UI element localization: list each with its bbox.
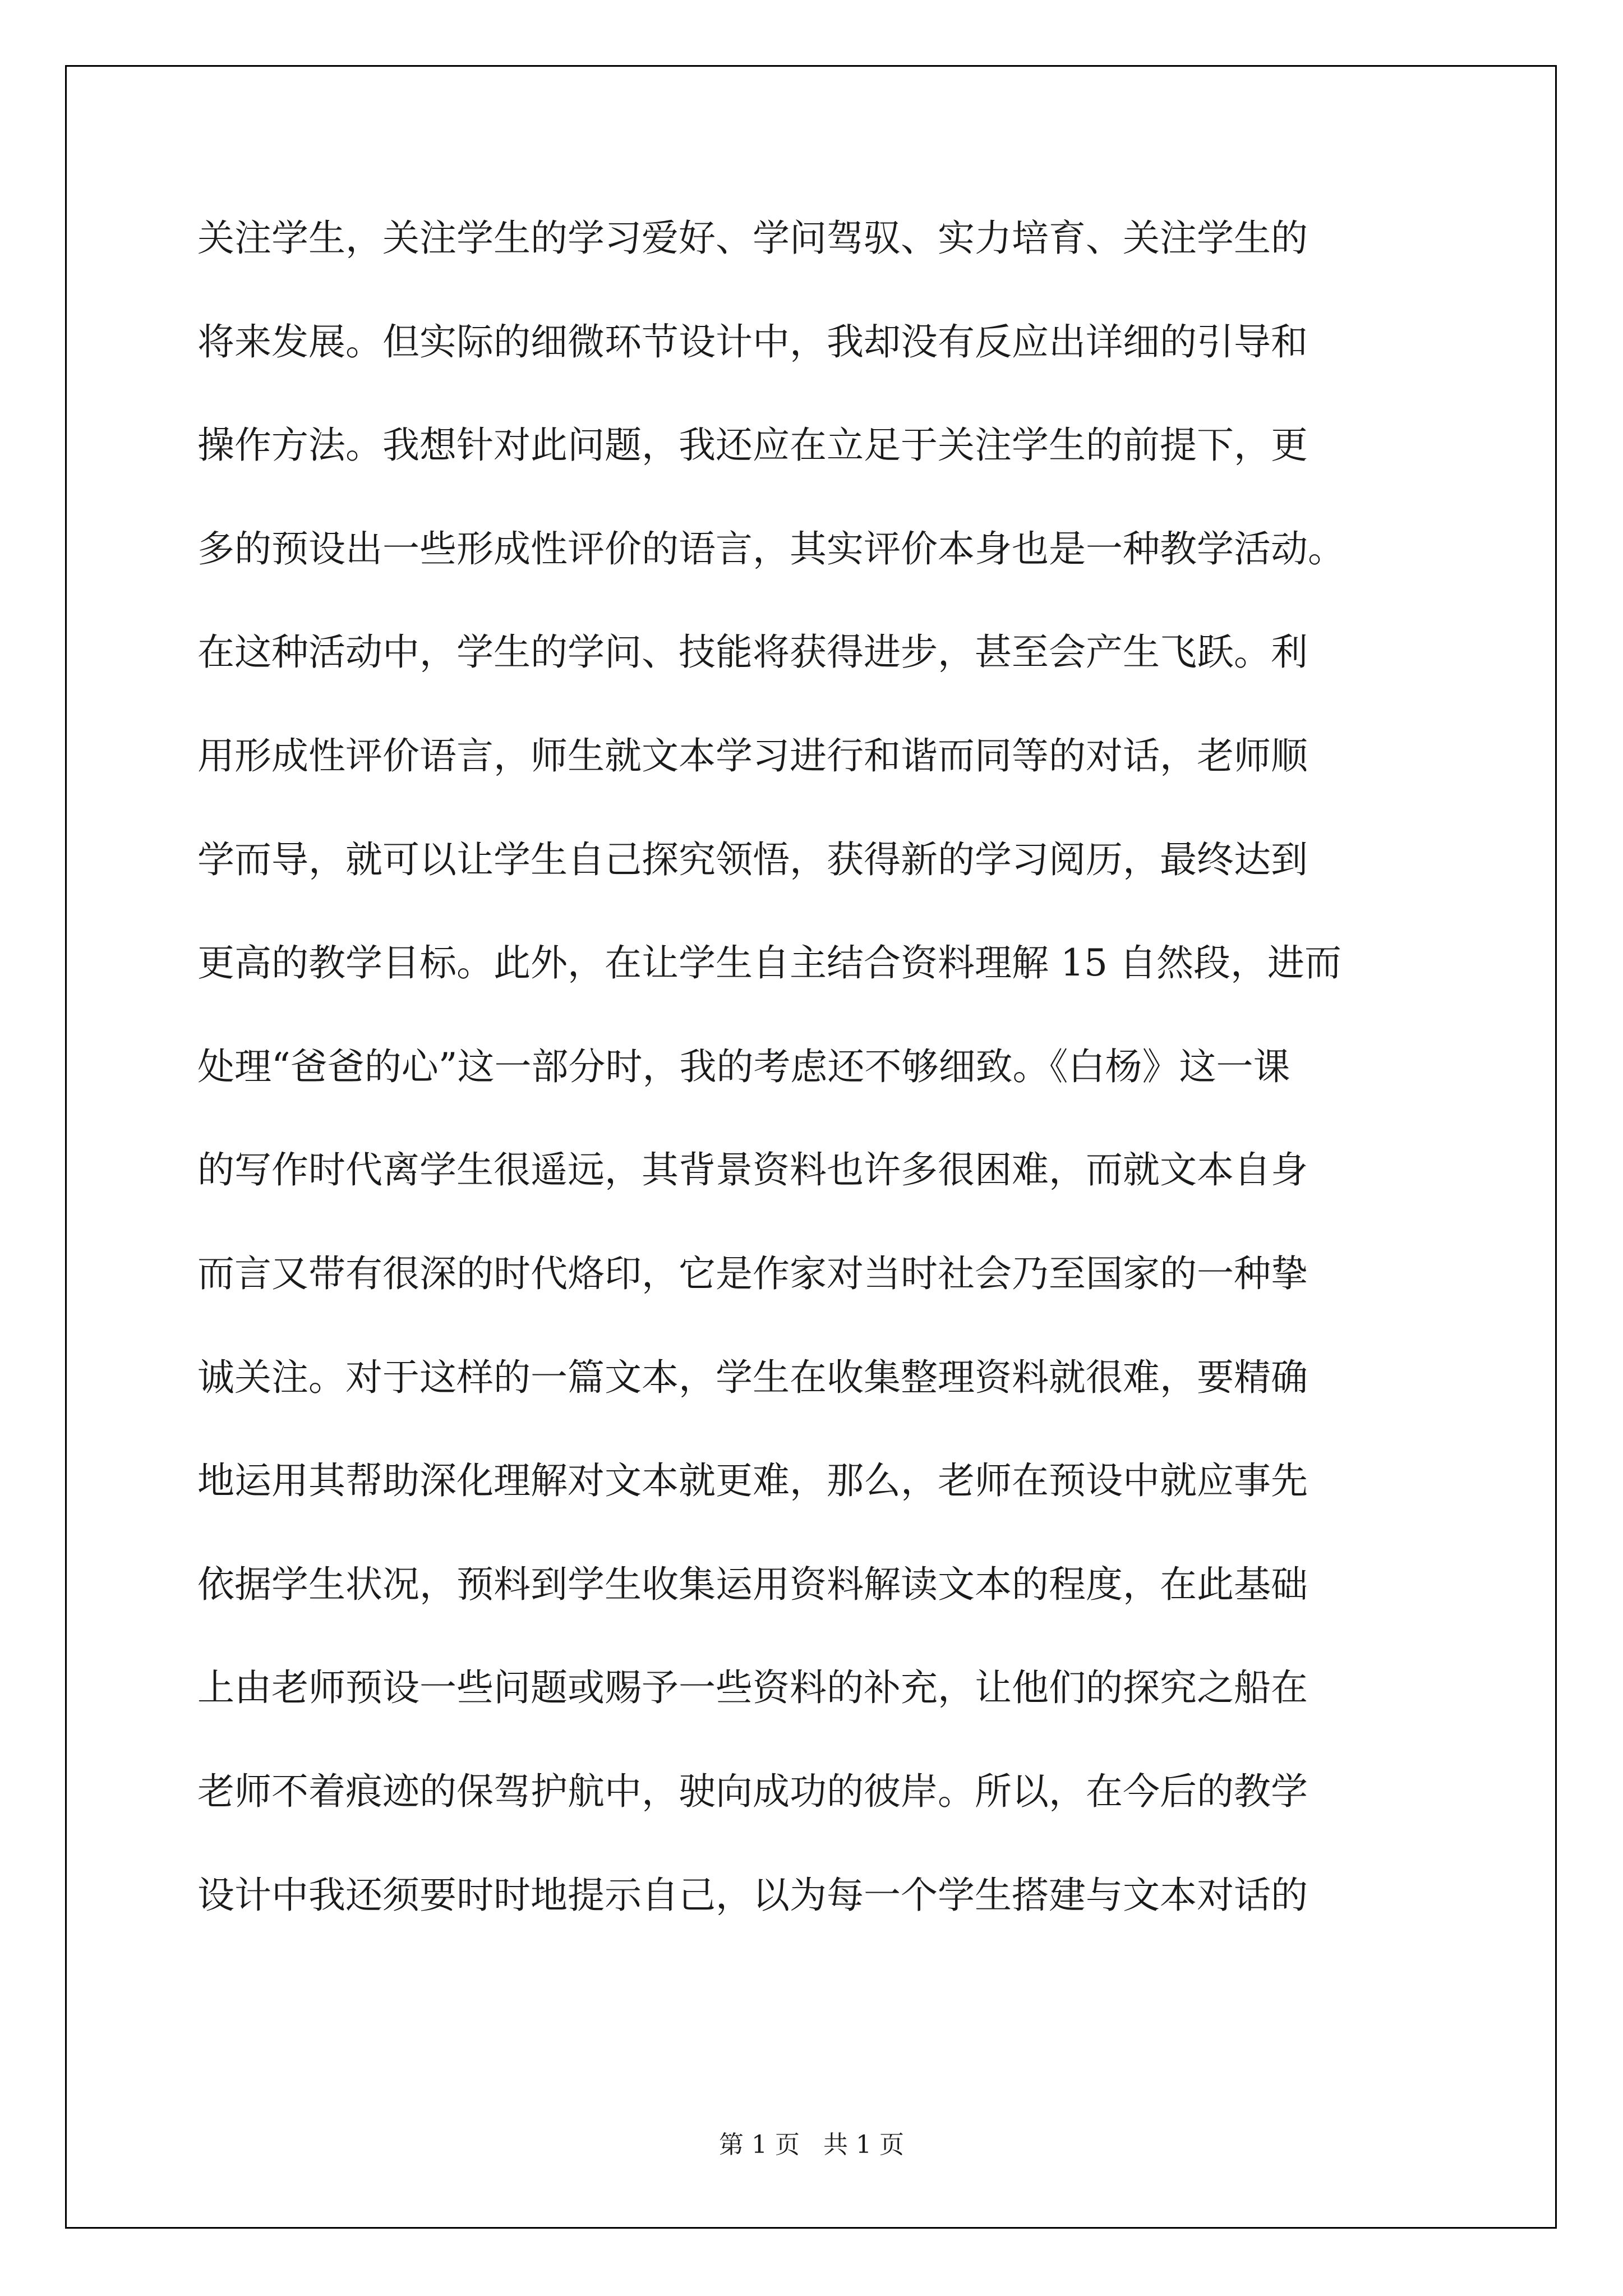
text-line: 操作方法。我想针对此问题，我还应在立足于关注学生的前提下，更 [197,424,1308,467]
text-line: 用形成性评价语言，师生就文本学习进行和谐而同等的对话，老师顺 [197,734,1308,777]
text-line: 诚关注。对于这样的一篇文本，学生在收集整理资料就很难，要精确 [197,1355,1308,1399]
text-line: 依据学生状况，预料到学生收集运用资料解读文本的程度，在此基础 [197,1562,1308,1606]
text-line: 处理“爸爸的心”这一部分时，我的考虑还不够细致。《白杨》这一课 [197,1045,1290,1088]
text-line: 地运用其帮助深化理解对文本就更难，那么，老师在预设中就应事先 [197,1459,1308,1503]
page-number-footer: 第 1 页 共 1 页 [719,2131,904,2159]
text-line: 学而导，就可以让学生自己探究领悟，获得新的学习阅历，最终达到 [197,838,1308,881]
body-text [197,217,1442,1980]
text-line: 老师不着痕迹的保驾护航中，驶向成功的彼岸。所以，在今后的教学 [197,1769,1308,1813]
text-line: 更高的教学目标。此外，在让学生自主结合资料理解 15 自然段，进而 [197,941,1341,985]
text-line: 的写作时代离学生很遥远，其背景资料也许多很困难，而就文本自身 [197,1148,1308,1192]
text-line: 将来发展。但实际的细微环节设计中，我却没有反应出详细的引导和 [197,320,1308,364]
text-line: 关注学生，关注学生的学习爱好、学问驾驭、实力培育、关注学生的 [197,217,1308,260]
text-line: 设计中我还须要时时地提示自己，以为每一个学生搭建与文本对话的 [197,1873,1308,1917]
text-line: 多的预设出一些形成性评价的语言，其实评价本身也是一种教学活动。 [197,527,1345,570]
text-line: 而言又带有很深的时代烙印，它是作家对当时社会乃至国家的一种挚 [197,1251,1308,1295]
text-line: 在这种活动中，学生的学问、技能将获得进步，甚至会产生飞跃。利 [197,631,1308,674]
text-line: 上由老师预设一些问题或赐予一些资料的补充，让他们的探究之船在 [197,1666,1308,1710]
